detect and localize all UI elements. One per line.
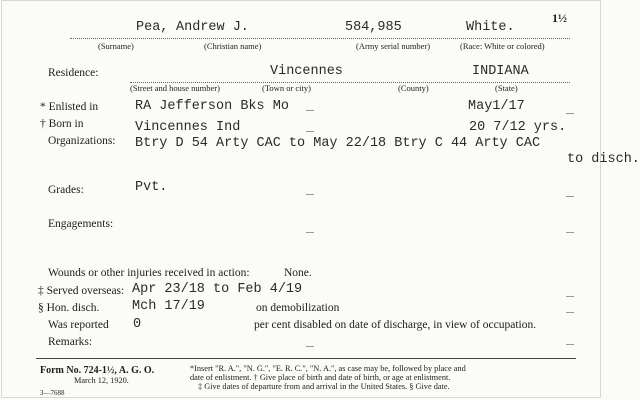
demobilization-text: on demobilization	[256, 302, 340, 314]
dash	[306, 110, 314, 111]
street-caption: (Street and house number)	[130, 83, 220, 93]
wounds-label: Wounds or other injuries received in action:	[48, 267, 250, 279]
organizations-line-1: Btry D 54 Arty CAC to May 22/18 Btry C 44 Arty CAC	[135, 136, 541, 151]
christian-name-value: Andrew J.	[176, 20, 249, 35]
town-caption: (Town or city)	[262, 83, 311, 93]
born-value: Vincennes Ind	[135, 120, 241, 135]
dash	[566, 312, 574, 313]
dash	[566, 296, 574, 297]
town-value: Vincennes	[270, 64, 343, 79]
dash	[566, 344, 574, 345]
county-caption: (County)	[398, 83, 429, 93]
footnote-3: ‡ Give dates of departure from and arrival in the United States. § Give date.	[198, 382, 450, 391]
organizations-line-2: to disch.	[567, 152, 640, 167]
footnote-1: *Insert "R. A.", "N. G.", "E. R. C.", "N. A.", as case may be, followed by place and	[190, 364, 466, 373]
serial-caption: (Army serial number)	[356, 41, 431, 51]
race-caption: (Race: White or colored)	[460, 41, 545, 51]
footnote-2: date of enlistment. † Give place of birth and date of birth, or age at enlistment.	[190, 373, 451, 382]
state-value: INDIANA	[472, 64, 529, 79]
age-value: 20 7/12 yrs.	[469, 120, 567, 135]
grade-value: Pvt.	[135, 180, 168, 195]
overseas-value: Apr 23/18 to Feb 4/19	[132, 282, 303, 297]
form-date: March 12, 1920.	[74, 376, 129, 385]
name-line	[70, 38, 570, 39]
enlisted-value: RA Jefferson Bks Mo	[135, 99, 289, 114]
dash	[306, 194, 314, 195]
wounds-value: None.	[284, 267, 312, 279]
remarks-label: Remarks:	[48, 336, 93, 348]
enlisted-label: * Enlisted in	[40, 101, 99, 113]
form-code: 1½	[552, 11, 567, 25]
grades-label: Grades:	[48, 184, 84, 196]
surname-value: Pea,	[136, 20, 169, 35]
hon-disch-label: § Hon. disch.	[38, 302, 100, 314]
dash	[566, 113, 574, 114]
print-number: 3—7688	[40, 389, 65, 397]
dash	[566, 232, 574, 233]
discharge-date-value: Mch 17/19	[132, 299, 205, 314]
disability-percent-value: 0	[133, 317, 142, 332]
disability-text: per cent disabled on date of discharge, in view of occupation.	[254, 319, 537, 331]
dash	[306, 131, 314, 132]
christian-name-caption: (Christian name)	[204, 41, 262, 51]
serial-number-value: 584,985	[345, 20, 402, 35]
residence-label: Residence:	[48, 67, 99, 79]
footer-rule	[36, 358, 576, 359]
served-overseas-label: ‡ Served overseas:	[38, 285, 125, 297]
was-reported-label: Was reported	[48, 319, 109, 331]
organizations-label: Organizations:	[48, 135, 116, 147]
race-value: White.	[466, 20, 515, 35]
surname-caption: (Surname)	[98, 41, 134, 51]
born-label: † Born in	[40, 118, 84, 130]
engagements-label: Engagements:	[48, 218, 114, 230]
enlisted-date-value: May1/17	[468, 99, 525, 114]
dash	[306, 346, 314, 347]
dash	[306, 232, 314, 233]
state-caption: (State)	[495, 83, 518, 93]
form-number: Form No. 724-1½, A. G. O.	[40, 365, 155, 376]
dash	[566, 196, 574, 197]
